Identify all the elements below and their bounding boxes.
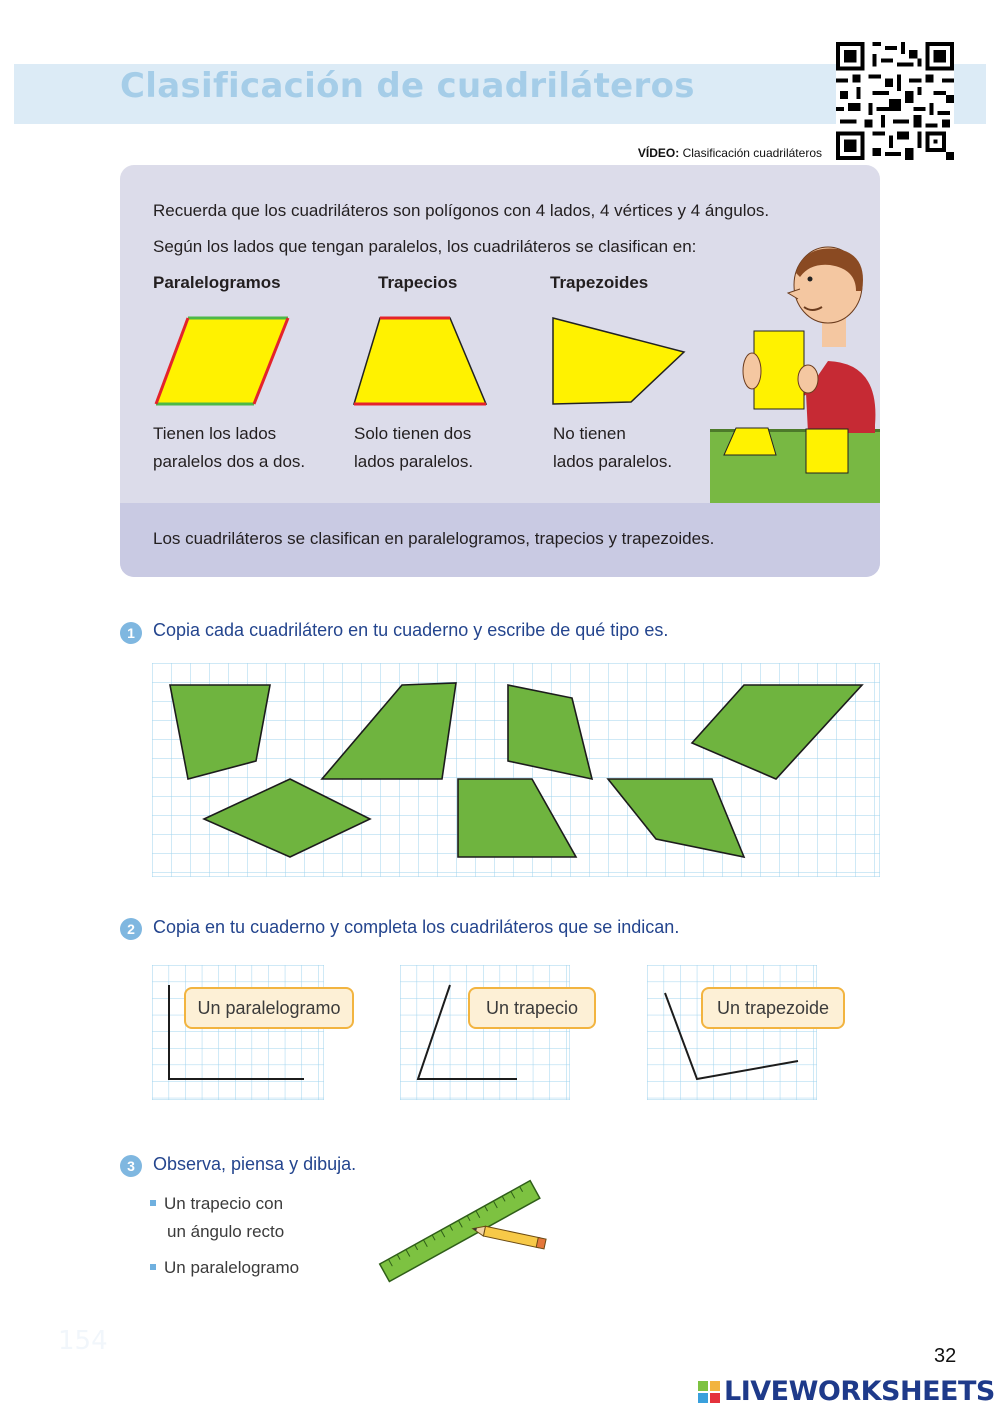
desc-trapecios-line-1: Solo tienen dos — [354, 424, 472, 443]
summary-text: Los cuadriláteros se clasifican en paralelogramos, trapecios y trapezoides. — [153, 529, 715, 548]
heading-trapecios: Trapecios — [378, 273, 458, 292]
theory-line-1: Recuerda que los cuadriláteros son polígonos con 4 lados, 4 vértices y 4 ángulos. — [153, 201, 770, 220]
man-illustration — [710, 243, 880, 503]
grid-paralelogramo — [152, 965, 324, 1100]
desc-trapezoides-line-2: lados paralelos. — [553, 452, 673, 471]
desc-trapezoides-line-1: No tienen — [553, 424, 626, 443]
brand-name[interactable]: LIVEWORKSHEETS — [724, 1376, 995, 1407]
exercise-1-grid — [152, 663, 880, 877]
liveworksheets-logo-icon — [698, 1381, 720, 1403]
grid-trapezoide — [647, 965, 817, 1100]
list-item-trapecio-line-2: un ángulo recto — [167, 1222, 285, 1241]
list-item-trapecio-line-1: Un trapecio con — [164, 1194, 284, 1213]
video-link[interactable] — [560, 146, 822, 160]
ruler-pencil-icon — [372, 1176, 552, 1286]
grid-trapecio — [400, 965, 570, 1100]
desc-trapecios-line-2: lados paralelos. — [354, 452, 474, 471]
label-trapecio: Un trapecio — [468, 987, 596, 1029]
exercise-1-number: 1 — [120, 622, 142, 644]
label-paralelogramo: Un paralelogramo — [184, 987, 354, 1029]
qr-code-icon[interactable] — [836, 42, 954, 160]
bullet-icon — [150, 1200, 156, 1206]
desc-trapezoides — [553, 420, 672, 476]
desc-paralelogramos-line-2: paralelos dos a dos. — [153, 452, 306, 471]
exercise-3-number: 3 — [120, 1155, 142, 1177]
page-title: Clasificación de cuadriláteros — [120, 66, 695, 106]
heading-paralelogramos: Paralelogramos — [153, 273, 281, 292]
list-item-paralelogramo-text: Un paralelogramo — [164, 1258, 300, 1277]
faint-page-number: 154 — [58, 1326, 108, 1356]
bullet-icon — [150, 1264, 156, 1270]
list-item-paralelogramo — [150, 1254, 299, 1282]
exercise-2-instruction: Copia en tu cuaderno y completa los cuadriláteros que se indican. — [153, 917, 680, 937]
list-item-trapecio — [150, 1190, 284, 1246]
label-trapezoide: Un trapezoide — [701, 987, 845, 1029]
heading-trapezoides: Trapezoides — [550, 273, 649, 292]
desc-paralelogramos — [153, 420, 305, 476]
exercise-1-instruction: Copia cada cuadrilátero en tu cuaderno y escribe de qué tipo es. — [153, 620, 669, 640]
trapezoid-shape — [350, 310, 490, 410]
summary-band — [120, 503, 880, 577]
video-label: VÍDEO: — [637, 146, 680, 160]
video-title: Clasificación cuadriláteros — [682, 146, 822, 160]
parallelogram-shape — [150, 310, 290, 410]
exercise-3-instruction: Observa, piensa y dibuja. — [153, 1154, 357, 1174]
desc-paralelogramos-line-1: Tienen los lados — [153, 424, 277, 443]
desc-trapecios — [354, 420, 473, 476]
trapezoid-irregular-shape — [548, 310, 693, 410]
theory-box — [120, 165, 880, 577]
theory-line-2: Según los lados que tengan paralelos, los cuadriláteros se clasifican en: — [153, 237, 697, 256]
exercise-2-number: 2 — [120, 918, 142, 940]
page-number: 32 — [934, 1345, 957, 1367]
